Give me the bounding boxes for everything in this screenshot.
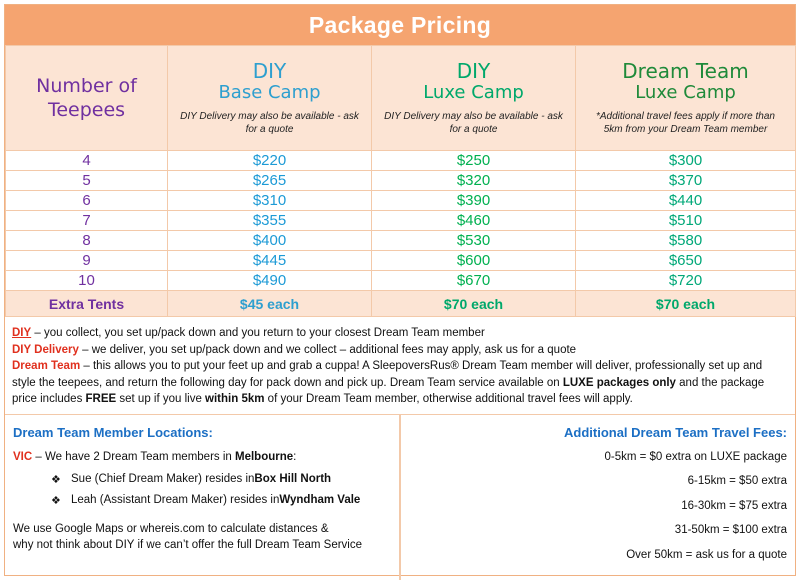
table-row bbox=[6, 211, 796, 231]
header-diy-base bbox=[168, 46, 372, 151]
dream-team-bold-3: within 5km bbox=[205, 393, 265, 405]
teepees-cell: 9 bbox=[6, 251, 168, 271]
extra-tents-luxe: $70 each bbox=[372, 291, 576, 317]
price-dream-cell: $300 bbox=[576, 151, 796, 171]
distance-note-2: why not think about DIY if we can’t offer the full Dream Team Service bbox=[13, 538, 363, 551]
price-base-cell: $220 bbox=[168, 151, 372, 171]
header-diy-luxe-title: DIY bbox=[456, 59, 491, 83]
price-base-cell: $445 bbox=[168, 251, 372, 271]
header-diy-luxe-note: DIY Delivery may also be available - ask for a quote bbox=[384, 111, 563, 135]
price-dream-cell: $370 bbox=[576, 171, 796, 191]
vic-city: Melbourne bbox=[235, 450, 294, 463]
travel-fees-panel bbox=[401, 415, 795, 580]
teepees-cell: 10 bbox=[6, 271, 168, 291]
price-luxe-cell: $670 bbox=[372, 271, 576, 291]
table-row bbox=[6, 271, 796, 291]
vic-colon: : bbox=[293, 450, 297, 463]
dream-team-text-3: set up if you live bbox=[116, 393, 206, 405]
dream-team-text-2: and the package price includes bbox=[12, 376, 765, 405]
table-row bbox=[6, 191, 796, 211]
diy-delivery-term: DIY Delivery bbox=[12, 343, 79, 356]
header-diy-base-title: DIY bbox=[252, 59, 287, 83]
teepees-cell: 4 bbox=[6, 151, 168, 171]
header-teepees bbox=[6, 46, 168, 151]
price-luxe-cell: $530 bbox=[372, 231, 576, 251]
dream-team-text-4: of your Dream Team member, otherwise additional travel fees will apply. bbox=[264, 393, 633, 405]
member-place: Wyndham Vale bbox=[279, 494, 361, 506]
extra-tents-label: Extra Tents bbox=[6, 291, 168, 317]
teepees-cell: 6 bbox=[6, 191, 168, 211]
locations-title: Dream Team Member Locations: bbox=[13, 424, 213, 440]
diy-term: DIY bbox=[12, 327, 32, 339]
bottom-section bbox=[5, 415, 795, 580]
dream-team-term: Dream Team bbox=[12, 360, 81, 372]
diy-text: – you collect, you set up/pack down and you return to your closest Dream Team member bbox=[31, 327, 485, 339]
member-item bbox=[51, 473, 391, 486]
fee-item: Over 50km = ask us for a quote bbox=[626, 548, 787, 561]
header-dream-team-note: *Additional travel fees apply if more than 5km from your Dream Team member bbox=[596, 111, 775, 135]
header-teepees-line2: Teepees bbox=[47, 99, 126, 121]
extra-tents-dream: $70 each bbox=[576, 291, 796, 317]
teepees-cell: 8 bbox=[6, 231, 168, 251]
price-base-cell: $310 bbox=[168, 191, 372, 211]
price-luxe-cell: $600 bbox=[372, 251, 576, 271]
vic-text: – We have 2 Dream Team members in bbox=[32, 450, 235, 463]
definition-dream-team bbox=[12, 358, 788, 408]
member-place: Box Hill North bbox=[254, 473, 332, 485]
teepees-cell: 5 bbox=[6, 171, 168, 191]
fee-item: 6-15km = $50 extra bbox=[687, 475, 787, 487]
header-diy-luxe-subtitle: Luxe Camp bbox=[423, 82, 524, 103]
price-dream-cell: $440 bbox=[576, 191, 796, 211]
definition-diy bbox=[12, 325, 788, 342]
vic-line bbox=[13, 449, 391, 465]
table-row bbox=[6, 171, 796, 191]
teepees-cell: 7 bbox=[6, 211, 168, 231]
diy-delivery-text: – we deliver, you set up/pack down and we collect – additional fees may apply, ask us for a quote bbox=[78, 343, 577, 356]
price-base-cell: $400 bbox=[168, 231, 372, 251]
member-item bbox=[51, 494, 391, 507]
definitions-section bbox=[5, 317, 795, 415]
header-dream-team-title: Dream Team bbox=[622, 59, 749, 83]
extra-tents-row bbox=[6, 291, 796, 317]
member-text: Sue (Chief Dream Maker) resides in bbox=[71, 473, 255, 485]
table-row bbox=[6, 251, 796, 271]
pricing-sheet bbox=[4, 4, 796, 576]
table-row bbox=[6, 231, 796, 251]
dream-team-text-1: – this allows you to put your feet up and grab a cuppa! A SleepoversRus® Dream Team member will deliver, professionally set up and style the teepees, and return the following day for pack down and pick up. Dream Team service available on bbox=[12, 360, 763, 389]
price-dream-cell: $650 bbox=[576, 251, 796, 271]
header-dream-team-subtitle: Luxe Camp bbox=[635, 82, 736, 103]
price-dream-cell: $510 bbox=[576, 211, 796, 231]
extra-tents-base: $45 each bbox=[168, 291, 372, 317]
header-dream-team bbox=[576, 46, 796, 151]
header-teepees-line1: Number of bbox=[36, 75, 137, 97]
price-luxe-cell: $250 bbox=[372, 151, 576, 171]
locations-panel bbox=[5, 415, 401, 580]
header-diy-base-subtitle: Base Camp bbox=[218, 82, 321, 103]
dream-team-bold-1: LUXE packages only bbox=[562, 376, 676, 389]
price-dream-cell: $580 bbox=[576, 231, 796, 251]
fee-item: 31-50km = $100 extra bbox=[674, 524, 787, 536]
price-luxe-cell: $320 bbox=[372, 171, 576, 191]
diamond-bullet-icon: ❖ bbox=[51, 473, 61, 486]
price-base-cell: $265 bbox=[168, 171, 372, 191]
price-luxe-cell: $390 bbox=[372, 191, 576, 211]
table-row bbox=[6, 151, 796, 171]
fee-item: 16-30km = $75 extra bbox=[681, 499, 787, 512]
price-dream-cell: $720 bbox=[576, 271, 796, 291]
distance-note-1: We use Google Maps or whereis.com to calculate distances & bbox=[13, 522, 329, 535]
header-diy-base-note: DIY Delivery may also be available - ask for a quote bbox=[180, 111, 359, 135]
diamond-bullet-icon: ❖ bbox=[51, 494, 61, 507]
price-base-cell: $355 bbox=[168, 211, 372, 231]
member-text: Leah (Assistant Dream Maker) resides in bbox=[71, 494, 280, 506]
vic-label: VIC bbox=[13, 450, 33, 463]
travel-fees-title: Additional Dream Team Travel Fees: bbox=[564, 424, 787, 440]
pricing-table bbox=[5, 45, 796, 317]
table-header-row bbox=[6, 46, 796, 151]
page-title: Package Pricing bbox=[5, 5, 795, 45]
price-base-cell: $490 bbox=[168, 271, 372, 291]
fee-item: 0-5km = $0 extra on LUXE package bbox=[604, 450, 787, 463]
header-diy-luxe bbox=[372, 46, 576, 151]
definition-diy-delivery bbox=[12, 342, 788, 359]
price-luxe-cell: $460 bbox=[372, 211, 576, 231]
dream-team-bold-2: FREE bbox=[85, 393, 117, 405]
